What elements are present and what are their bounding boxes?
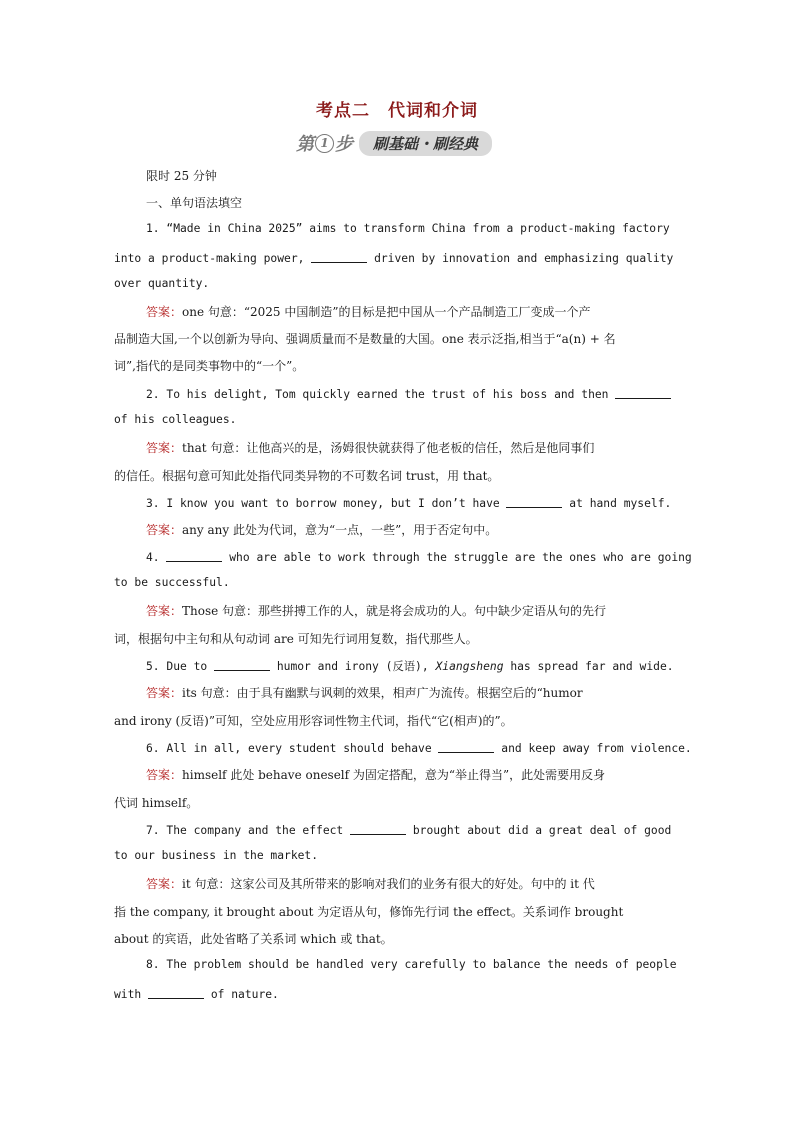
answer-label: 答案： <box>146 686 183 700</box>
answer-label: 答案： <box>146 768 183 782</box>
answer-1-line-3: 词”,指代的是同类事物中的“一个”。 <box>114 359 305 373</box>
answer-blank[interactable] <box>506 495 562 508</box>
question-2-line-1: 2. To his delight, Tom quickly earned the trust of his boss and then <box>146 386 671 401</box>
answer-label: 答案： <box>146 877 183 891</box>
answer-blank[interactable] <box>148 986 204 999</box>
answer-label: 答案： <box>146 523 183 537</box>
question-7-line-1: 7. The company and the effect brought about did a great deal of good <box>146 824 672 837</box>
question-8-line-2: with of nature. <box>114 988 279 1001</box>
answer-blank[interactable] <box>311 250 367 263</box>
answer-blank[interactable] <box>350 822 406 835</box>
section-heading: 一、单句语法填空 <box>146 196 243 210</box>
answer-6-line-1: 答案：himself 此处 behave oneself 为固定搭配，意为“举止得当”，此处需要用反身 <box>146 768 606 782</box>
answer-blank[interactable] <box>166 549 222 562</box>
answer-label: 答案： <box>146 441 183 455</box>
question-1-line-1: 1. “Made in China 2025” aims to transform China from a product-making factory <box>146 222 670 235</box>
answer-7-line-1: 答案：it 句意：这家公司及其所带来的影响对我们的业务有很大的好处。句中的 it 代 <box>146 877 595 891</box>
question-6-line-1: 6. All in all, every student should behave and keep away from violence. <box>146 742 692 755</box>
answer-5-line-1: 答案：its 句意：由于具有幽默与讽刺的效果，相声广为流传。根据空后的“humor <box>146 686 583 700</box>
answer-label: 答案： <box>146 305 183 319</box>
time-limit: 限时 25 分钟 <box>146 169 217 183</box>
answer-5-line-2: and irony (反语)”可知，空处应用形容词性物主代词，指代“它(相声)的”。 <box>114 714 513 728</box>
answer-7-line-2: 指 the company, it brought about 为定语从句，修饰先行词 the effect。关系词作 brought <box>114 905 624 919</box>
answer-2-line-1: 答案：that 句意：让他高兴的是，汤姆很快就获得了他老板的信任，然后是他同事们 <box>146 441 595 455</box>
answer-7-line-3: about 的宾语，此处省略了关系词 which 或 that。 <box>114 932 393 946</box>
answer-blank[interactable] <box>438 740 494 753</box>
question-8-line-1: 8. The problem should be handled very carefully to balance the needs of people <box>146 958 677 971</box>
step-label-pre: 第 <box>296 134 314 155</box>
answer-blank[interactable] <box>214 658 270 671</box>
question-1-line-3: over quantity. <box>114 277 210 290</box>
question-4-line-2: to be successful. <box>114 576 230 589</box>
question-4-line-1: 4. who are able to work through the struggle are the ones who are going <box>146 551 692 564</box>
step-banner <box>296 130 492 156</box>
answer-label: 答案： <box>146 604 183 618</box>
answer-2-line-2: 的信任。根据句意可知此处指代同类异物的不可数名词 trust，用 that。 <box>114 469 500 483</box>
step-label-post: 步 <box>335 134 353 155</box>
question-7-line-2: to our business in the market. <box>114 849 319 862</box>
answer-4-line-1: 答案：Those 句意：那些拼搏工作的人，就是将会成功的人。句中缺少定语从句的先行 <box>146 604 607 618</box>
step-tag: 刷基础・刷经典 <box>359 131 492 156</box>
answer-6-line-2: 代词 himself。 <box>114 796 199 810</box>
answer-3-line-1: 答案：any any 此处为代词，意为“一点，一些”，用于否定句中。 <box>146 523 498 537</box>
question-3-line-1: 3. I know you want to borrow money, but I don’t have at hand myself. <box>146 497 672 510</box>
question-5-line-1: 5. Due to humor and irony (反语), Xiangsheng has spread far and wide. <box>146 660 674 673</box>
page-title: 考点二 代词和介词 <box>316 101 478 121</box>
question-1-line-2: into a product-making power, driven by innovation and emphasizing quality <box>114 252 674 265</box>
answer-1-line-2: 品制造大国,一个以创新为导向、强调质量而不是数量的大国。one 表示泛指,相当于“a(n) + 名 <box>114 332 616 346</box>
question-2-line-2: of his colleagues. <box>114 413 237 426</box>
answer-blank[interactable] <box>615 386 671 399</box>
step-number-badge: 1 <box>315 134 334 153</box>
answer-1-line-1: 答案：one 句意：“2025 中国制造”的目标是把中国从一个产品制造工厂变成一个产 <box>146 305 591 319</box>
answer-4-line-2: 词，根据句中主句和从句动词 are 可知先行词用复数，指代那些人。 <box>114 632 478 646</box>
